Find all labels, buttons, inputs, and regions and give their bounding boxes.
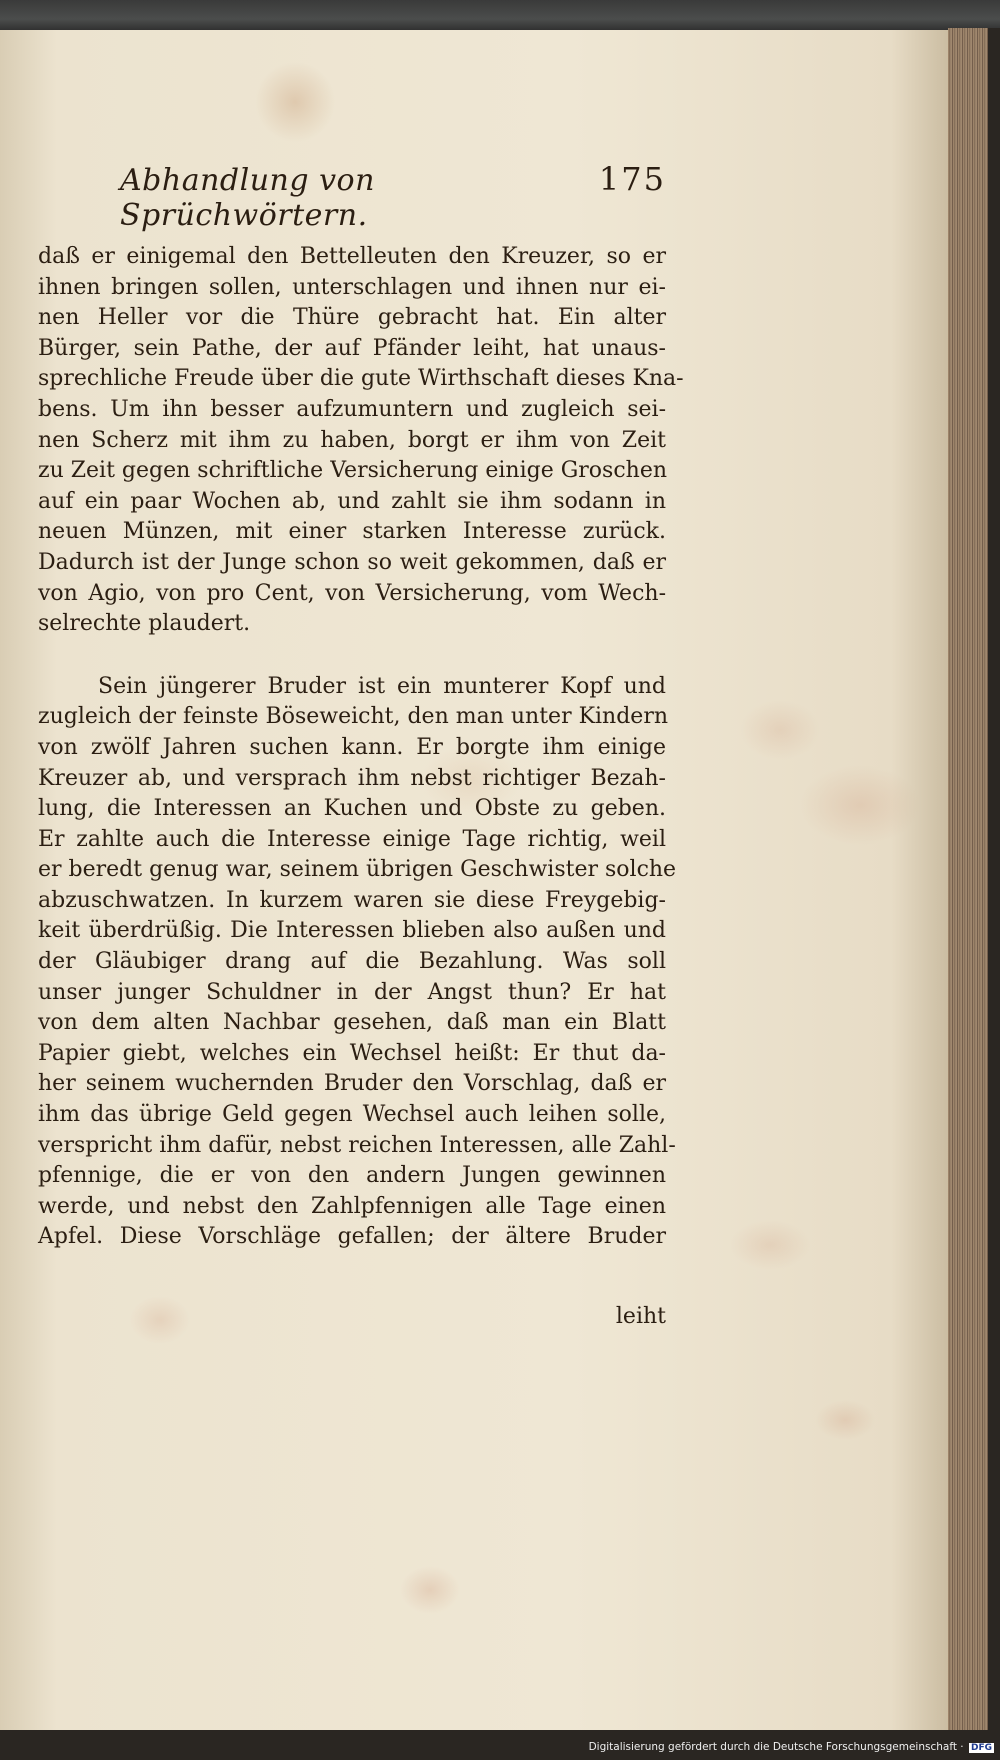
text-line: verspricht ihm dafür, nebst reichen Interessen, alle Zahl-: [38, 1132, 676, 1158]
text-line: keit überdrüßig. Die Interessen blieben also außen und: [38, 918, 666, 944]
text-line: bens. Um ihn besser aufzumuntern und zugleich sei-: [38, 396, 666, 422]
page-number: 175: [598, 160, 666, 198]
text-line: Sein jüngerer Bruder ist ein munterer Kopf und: [98, 673, 666, 699]
text-line: zugleich der feinste Böseweicht, den man unter Kindern: [38, 704, 669, 730]
text-line: er beredt genug war, seinem übrigen Geschwister solche: [38, 857, 677, 883]
paragraph-1: [38, 242, 684, 640]
text-line: pfennige, die er von den andern Jungen gewinnen: [38, 1163, 666, 1189]
text-line: ihm das übrige Geld gegen Wechsel auch leihen solle,: [38, 1102, 666, 1128]
text-line: von dem alten Nachbar gesehen, daß man ein Blatt: [38, 1010, 666, 1036]
text-line: werde, und nebst den Zahlpfennigen alle Tage einen: [38, 1193, 666, 1219]
text-line: Dadurch ist der Junge schon so weit gekommen, daß er: [38, 549, 666, 575]
text-line: ihnen bringen sollen, unterschlagen und ihnen nur ei-: [38, 274, 666, 300]
text-line: abzuschwatzen. In kurzem waren sie diese Freygebig-: [38, 887, 666, 913]
text-line: auf ein paar Wochen ab, und zahlt sie ihm sodann in: [38, 488, 666, 514]
text-line: daß er einigemal den Bettelleuten den Kreuzer, so er: [38, 244, 666, 269]
text-line: Kreuzer ab, und versprach ihm nebst richtiger Bezah-: [38, 765, 666, 791]
page-edges: [948, 28, 1000, 1732]
text-line: der Gläubiger drang auf die Bezahlung. Was soll: [38, 949, 666, 975]
text-line: Bürger, sein Pathe, der auf Pfänder leiht, hat unaus-: [38, 335, 666, 361]
text-line: Papier giebt, welches ein Wechsel heißt: Er thut da-: [38, 1040, 666, 1066]
text-line: neuen Münzen, mit einer starken Interesse zurück.: [38, 519, 666, 545]
catchword: leiht: [615, 1304, 666, 1329]
text-line: nen Scherz mit ihm zu haben, borgt er ihm von Zeit: [38, 427, 666, 453]
text-line: von Agio, von pro Cent, von Versicherung, vom Wech-: [38, 580, 666, 606]
text-line: sprechliche Freude über die gute Wirthschaft dieses Kna-: [38, 366, 684, 392]
dfg-logo: DFG: [970, 1743, 992, 1753]
text-line: Apfel. Diese Vorschläge gefallen; der ältere Bruder: [38, 1224, 666, 1250]
body-text: [38, 242, 684, 1253]
running-head-title: Abhandlung von Sprüchwörtern.: [120, 163, 375, 233]
text-line: nen Heller vor die Thüre gebracht hat. Ein alter: [38, 305, 666, 331]
digitization-credit: [589, 1741, 994, 1753]
credit-text: Digitalisierung gefördert durch die Deutsche Forschungsgemeinschaft ·: [588, 1741, 964, 1753]
paragraph-2: [38, 672, 677, 1253]
running-head: [120, 160, 666, 233]
text-line: unser junger Schuldner in der Angst thun? Er hat: [38, 979, 666, 1005]
text-line: lung, die Interessen an Kuchen und Obste zu geben.: [38, 796, 666, 822]
text-line: selrechte plaudert.: [38, 611, 251, 637]
text-line: von zwölf Jahren suchen kann. Er borgte ihm einige: [38, 734, 666, 760]
text-line: her seinem wuchernden Bruder den Vorschlag, daß er: [38, 1071, 666, 1097]
paragraph-gap: [38, 640, 666, 672]
text-line: zu Zeit gegen schriftliche Versicherung einige Groschen: [38, 458, 668, 484]
book-cover-top-edge: [0, 0, 1000, 32]
text-line: Er zahlte auch die Interesse einige Tage richtig, weil: [38, 826, 666, 852]
